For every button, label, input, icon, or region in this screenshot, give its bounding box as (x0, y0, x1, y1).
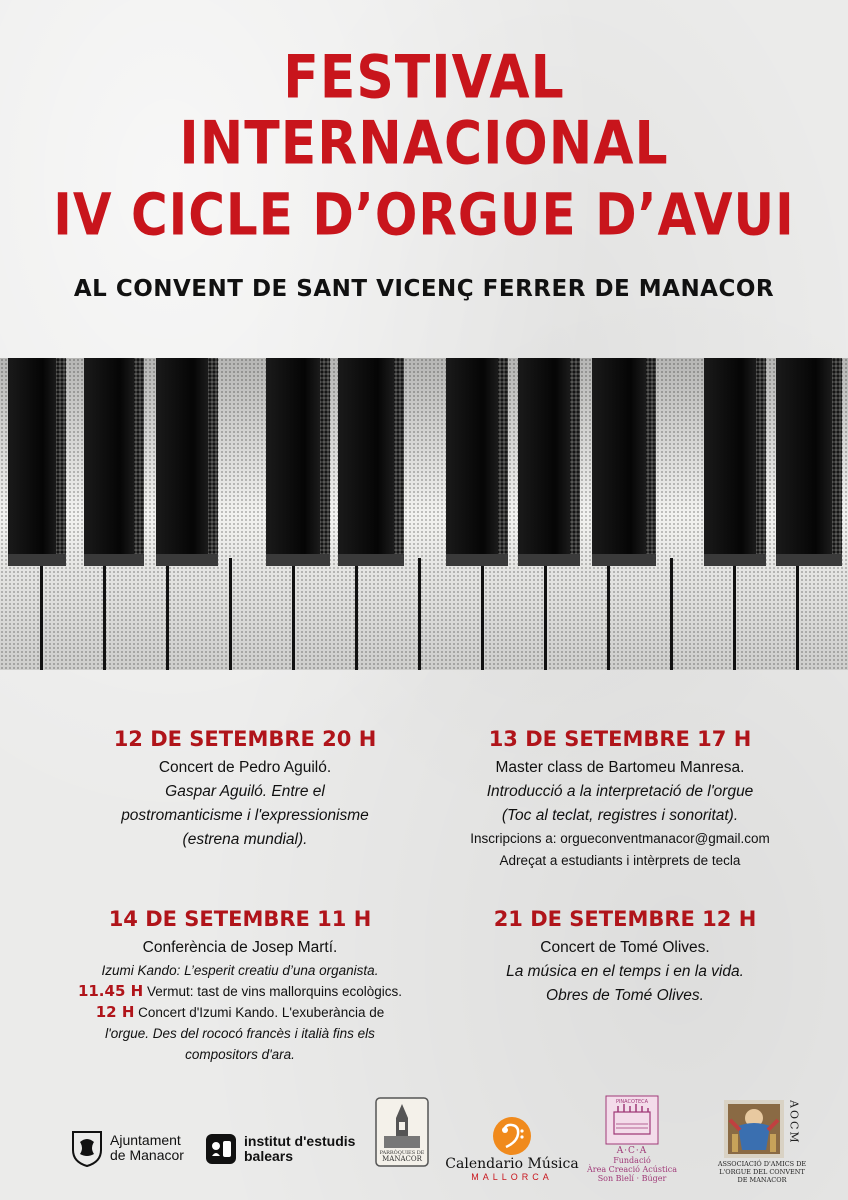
event-sub-time: 12 H (95, 1003, 135, 1021)
white-key-divider (229, 558, 232, 670)
logo-text: Son Bielí · Búger (597, 1174, 667, 1183)
event-line: Conferència de Josep Martí. (142, 939, 338, 956)
logo-text: PINACOTECA (615, 1099, 649, 1105)
logo-text: institut d'estudis (244, 1133, 356, 1149)
white-key-divider (292, 558, 295, 670)
logo-mark (788, 1100, 801, 1145)
logo-iecb (204, 1132, 355, 1166)
church-tower-icon (374, 1096, 430, 1168)
logo-text: L'ORGUE DEL CONVENT (719, 1168, 805, 1176)
event-sub-item (60, 1002, 420, 1023)
white-key-divider (607, 558, 610, 670)
logo-text: de Manacor (110, 1147, 184, 1163)
event-line: Master class de Bartomeu Manresa. (495, 759, 745, 776)
event-sub-time: 11.45 H (77, 982, 144, 1000)
black-key (338, 358, 404, 566)
event-date: 14 DE SETEMBRE 11 H (108, 907, 372, 931)
festival-title-line-3: IV CICLE D’ORGUE D’AVUI (53, 181, 795, 249)
event-line: Concert de Pedro Aguiló. (158, 759, 332, 776)
festival-title-line-1: FESTIVAL (283, 43, 565, 113)
event-date: 12 DE SETEMBRE 20 H (113, 727, 377, 751)
event-sept-14 (60, 904, 420, 1065)
event-line: postromanticisme i l'expressionisme (121, 807, 369, 824)
iecb-icon (204, 1132, 238, 1166)
logo-text: A·C·A (616, 1146, 648, 1156)
festival-title-line-2: INTERNACIONAL (179, 109, 669, 179)
white-key-divider (40, 558, 43, 670)
white-key-divider (418, 558, 421, 670)
black-key (592, 358, 656, 566)
event-date: 13 DE SETEMBRE 17 H (488, 727, 752, 751)
event-line: Izumi Kando: L’esperit creatiu d’una organista. (101, 963, 379, 978)
event-line: Introducció a la interpretació de l'orgue (486, 783, 754, 800)
bass-clef-icon (492, 1116, 532, 1156)
white-key-divider (670, 558, 673, 670)
logo-text: Ajuntament (110, 1132, 181, 1148)
logo-text: PARRÒQUIES DE (379, 1150, 425, 1156)
venue-subtitle: AL CONVENT DE SANT VICENÇ FERRER DE MANACOR (73, 276, 775, 302)
logo-text: DE MANACOR (737, 1176, 787, 1184)
black-key (156, 358, 218, 566)
logo-mark-text: AOCM (787, 1100, 801, 1145)
event-line: Obres de Tomé Olives. (546, 987, 704, 1004)
white-key-divider (733, 558, 736, 670)
black-key (8, 358, 66, 566)
white-key-divider (544, 558, 547, 670)
logo-fundacio (586, 1094, 678, 1183)
event-line: Gaspar Aguiló. Entre el (165, 783, 325, 800)
event-line: La música en el temps i en la vida. (506, 963, 744, 980)
event-sept-12 (80, 724, 410, 852)
logo-text: Calendario Música (445, 1156, 579, 1172)
event-sub-text: Concert d'Izumi Kando. L'exuberància de (138, 1005, 385, 1020)
logo-text: MANACOR (382, 1155, 422, 1163)
event-sept-13 (430, 724, 810, 872)
white-key-divider (796, 558, 799, 670)
event-line: (estrena mundial). (182, 831, 308, 848)
event-sub-text: Vermut: tast de vins mallorquins ecològics. (146, 984, 403, 999)
white-key-divider (355, 558, 358, 670)
logo-text: balears (244, 1148, 294, 1164)
event-sept-21 (440, 904, 810, 1008)
event-line: Concert de Tomé Olives. (540, 939, 710, 956)
event-sub-text: l'orgue. Des del rococó francès i italià fins els (105, 1026, 375, 1041)
organ-drawing-icon (604, 1094, 660, 1146)
event-date: 21 DE SETEMBRE 12 H (493, 907, 757, 931)
event-sub-text: compositors d'ara. (185, 1047, 295, 1062)
event-sub-item (60, 981, 420, 1002)
white-key-divider (166, 558, 169, 670)
piano-keyboard-image (0, 358, 848, 670)
black-key (84, 358, 144, 566)
black-key (704, 358, 766, 566)
piano-keys-svg (0, 358, 848, 670)
logo-text: ASSOCIACIÓ D'AMICS DE (717, 1160, 807, 1168)
black-key (776, 358, 842, 566)
logo-parroquies (374, 1096, 430, 1168)
black-key (446, 358, 508, 566)
angel-icon (724, 1100, 784, 1158)
black-key (266, 358, 330, 566)
logo-text: Fundació (613, 1156, 651, 1165)
logo-calendario (445, 1116, 579, 1182)
manacor-crest-icon (70, 1128, 104, 1168)
black-key (518, 358, 580, 566)
event-line: Adreçat a estudiants i intèrprets de tecla (499, 853, 741, 868)
logo-text: Àrea Creació Acústica (586, 1165, 678, 1174)
event-contact: Inscripcions a: orgueconventmanacor@gmail.com (470, 831, 770, 846)
logo-ajuntament (70, 1128, 184, 1168)
logo-aocm (700, 1100, 824, 1184)
logo-text: MALLORCA (471, 1172, 553, 1182)
white-key-divider (481, 558, 484, 670)
event-line: (Toc al teclat, registres i sonoritat). (501, 807, 739, 824)
white-key-divider (103, 558, 106, 670)
